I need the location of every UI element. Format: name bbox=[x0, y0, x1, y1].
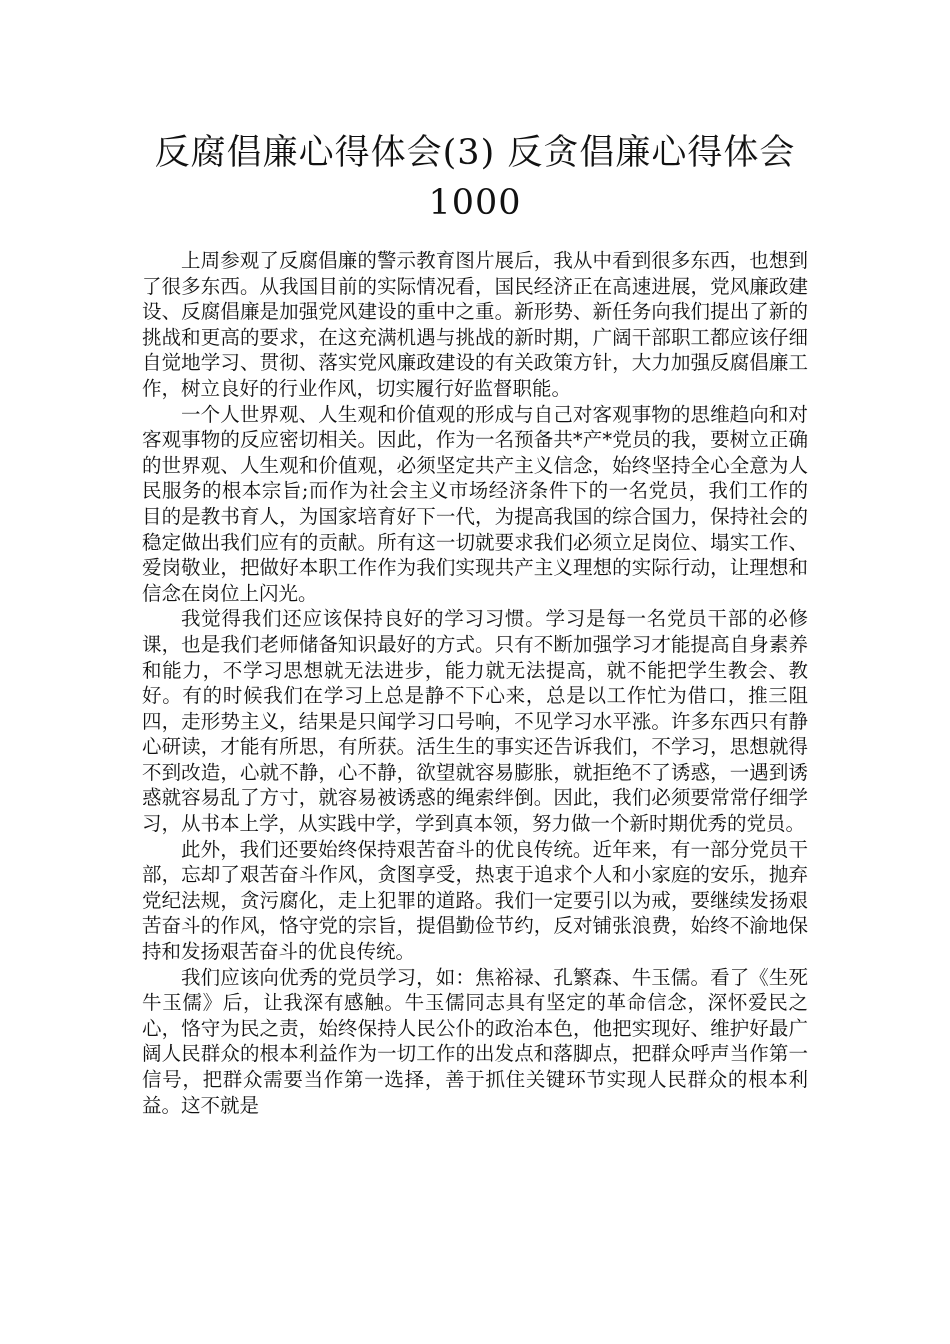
paragraph-3: 我觉得我们还应该保持良好的学习习惯。学习是每一名党员干部的必修课，也是我们老师储备知识最好的方式。只有不断加强学习才能提高自身素养和能力，不学习思想就无法进步，能力就无法提高，就不能把学生教会、教好。有的时候我们在学习上总是静不下心来，总是以工作忙为借口，推三阻四，走形势主义，结果是只闻学习口号响，不见学习水平涨。许多东西只有静心研读，才能有所思，有所获。活生生的事实还告诉我们，不学习，思想就得不到改造，心就不静，心不静，欲望就容易膨胀，就拒绝不了诱惑，一遇到诱惑就容易乱了方寸，就容易被诱惑的绳索绊倒。因此，我们必须要常常仔细学习，从书本上学，从实践中学，学到真本领，努力做一个新时期优秀的党员。 bbox=[142, 607, 808, 836]
paragraph-1: 上周参观了反腐倡廉的警示教育图片展后，我从中看到很多东西，也想到了很多东西。从我国目前的实际情况看，国民经济正在高速进展，党风廉政建设、反腐倡廉是加强党风建设的重中之重。新形势、新任务向我们提出了新的挑战和更高的要求，在这充满机遇与挑战的新时期，广阔干部职工都应该仔细自觉地学习、贯彻、落实党风廉政建设的有关政策方针，大力加强反腐倡廉工作，树立良好的行业作风，切实履行好监督职能。 bbox=[142, 249, 808, 400]
title-line-2: 1000 bbox=[428, 183, 522, 223]
document-title bbox=[100, 128, 850, 228]
paragraph-5: 我们应该向优秀的党员学习，如：焦裕禄、孔繁森、牛玉儒。看了《生死牛玉儒》后，让我深有感触。牛玉儒同志具有坚定的革命信念，深怀爱民之心，恪守为民之责，始终保持人民公仆的政治本色，他把实现好、维护好最广阔人民群众的根本利益作为一切工作的出发点和落脚点，把群众呼声当作第一信号，把群众需要当作第一选择，善于抓住关键环节实现人民群众的根本利益。这不就是 bbox=[142, 965, 808, 1117]
title-line-1: 反腐倡廉心得体会(3) 反贪倡廉心得体会 bbox=[154, 133, 796, 173]
paragraph-2: 一个人世界观、人生观和价值观的形成与自己对客观事物的思维趋向和对客观事物的反应密切相关。因此，作为一名预备共*产*党员的我，要树立正确的世界观、人生观和价值观，必须坚定共产主义信念，始终坚持全心全意为人民服务的根本宗旨;而作为社会主义市场经济条件下的一名党员，我们工作的目的是教书育人，为国家培育好下一代，为提高我国的综合国力，保持社会的稳定做出我们应有的贡献。所有这一切就要求我们必须立足岗位、塌实工作、爱岗敬业，把做好本职工作作为我们实现共产主义理想的实际行动，让理想和信念在岗位上闪光。 bbox=[142, 402, 808, 605]
document-body bbox=[142, 248, 808, 1118]
paragraph-4: 此外，我们还要始终保持艰苦奋斗的优良传统。近年来，有一部分党员干部，忘却了艰苦奋斗作风，贪图享受，热衷于追求个人和小家庭的安乐，抛弃党纪法规，贪污腐化，走上犯罪的道路。我们一定要引以为戒，要继续发扬艰苦奋斗的作风，恪守党的宗旨，提倡勤俭节约，反对铺张浪费，始终不渝地保持和发扬艰苦奋斗的优良传统。 bbox=[142, 837, 808, 964]
